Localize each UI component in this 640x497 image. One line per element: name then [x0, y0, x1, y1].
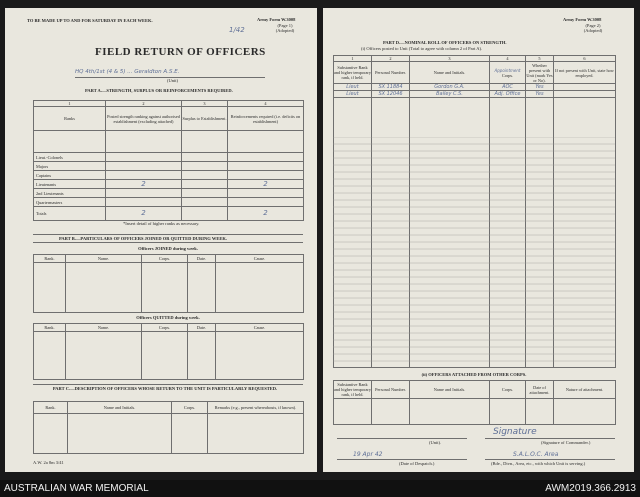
area-label: (Bde., Divn., Area, etc., with which Unit is serving.) [491, 461, 586, 466]
row-rank: Lieut [334, 91, 372, 98]
column-header: Cause. [216, 324, 304, 332]
col-num: 1 [334, 56, 372, 62]
column-header: Personal Number. [372, 381, 410, 399]
column-header: Ranks [34, 107, 106, 131]
column-header: Name and Initials. [410, 381, 490, 399]
part-c-table [33, 401, 304, 454]
column-header: Cause. [216, 255, 304, 263]
column-header: Rank. [34, 255, 66, 263]
ruled-lines [333, 137, 615, 407]
insert-note: *Insert detail of higher ranks as necessary. [123, 221, 200, 226]
col-num: 2 [372, 56, 410, 62]
quitted-table [33, 323, 304, 380]
row-present: Yes [526, 91, 554, 98]
column-header: Rank. [34, 324, 66, 332]
unit-label: (Unit). [429, 440, 442, 445]
part-c-title: PART C.—DESCRIPTION OF OFFICERS WHOSE RETURN TO THE UNIT IS PARTICULARLY REQUESTED. [52, 386, 278, 391]
column-header: Name. [66, 324, 142, 332]
unit-label: (Unit) [167, 78, 178, 83]
despatch-date: 19 Apr 42 [353, 451, 383, 458]
table-row [334, 84, 616, 91]
col-num: 4 [490, 56, 526, 62]
column-header: Corps. [490, 381, 526, 399]
part-d-subtitle: (i) Officers posted to Unit (Total to agree with column 2 of Part A). [361, 46, 483, 51]
rank-label: Lieut.-Colonels [34, 153, 106, 162]
corps-handwritten-note: Appointment [494, 67, 521, 73]
column-header: Corps. [501, 72, 514, 78]
col-num: 1 [34, 101, 106, 107]
column-header: Substantive Rank and higher temporary rank, if held. [334, 62, 372, 84]
right-page [323, 8, 634, 472]
col-num: 5 [526, 56, 554, 62]
lieutenants-reinforcements: 2 [228, 180, 304, 189]
col-num: 4 [228, 101, 304, 107]
row-present: Yes [526, 84, 554, 91]
row-corps: Adj. Office [490, 91, 526, 98]
col-num: 3 [182, 101, 228, 107]
rank-label: Majors [34, 162, 106, 171]
rank-label: Quartermasters [34, 198, 106, 207]
row-name: Gordon G.A. [410, 84, 490, 91]
form-page: (Page 1) (Adopted) [275, 23, 295, 33]
column-header: Reinforcements required (i.e. deficits on establishment) [228, 107, 304, 131]
col-num: 6 [554, 56, 616, 62]
attached-table [333, 380, 616, 425]
joined-table [33, 254, 304, 313]
form-number: Army Form W.3008 [563, 17, 602, 22]
lieutenants-posted: 2 [106, 180, 182, 189]
column-header: Surplus to Establishment. [182, 107, 228, 131]
totals-label: Totals [34, 207, 106, 221]
column-header: Remarks (e.g., present whereabouts, if known). [208, 402, 304, 414]
row-corps: AOC [490, 84, 526, 91]
column-header: Name and Initials. [410, 62, 490, 84]
column-header: Name. [66, 255, 142, 263]
form-page: (Page 2) (Adopted) [583, 23, 603, 33]
left-page [5, 8, 317, 472]
rank-label: Captains [34, 171, 106, 180]
quitted-title: Officers QUITTED during week. [136, 315, 200, 320]
signature-label: (Signature of Commander.) [541, 440, 591, 445]
column-header: Date of attachment. [526, 381, 554, 399]
top-note: TO BE MADE UP TO AND FOR SATURDAY IN EACH WEEK. [27, 18, 153, 23]
column-header: Nature of attachment. [554, 381, 616, 399]
row-name: Bailey C.S. [410, 91, 490, 98]
column-header: Personal Number. [372, 62, 410, 84]
column-header: Date. [188, 255, 216, 263]
unit-handwritten: HQ 4th/1st (4 & 5) ... Geraldton A.S.E. [75, 69, 180, 75]
column-header: Rank. [34, 402, 68, 414]
print-code: A.W. 2a 8m 3/41 [33, 460, 64, 465]
row-rank: Lieut [334, 84, 372, 91]
date-scrawl: 1/42 [229, 26, 245, 34]
col-num: 2 [106, 101, 182, 107]
totals-reinforcements: 2 [228, 207, 304, 221]
institution-name: AUSTRALIAN WAR MEMORIAL [4, 483, 149, 494]
part-d-title: PART D.—NOMINAL ROLL OF OFFICERS ON STRENGTH. [383, 40, 507, 45]
form-number: Army Form W.3008 [257, 17, 296, 22]
part-b-title: PART B.—PARTICULARS OF OFFICERS JOINED OR QUITTED DURING WEEK. [59, 236, 227, 241]
corps-header [490, 62, 526, 84]
rank-label: 2nd Lieutenants [34, 189, 106, 198]
column-header: Substantive Rank and higher temporary rank, if held. [334, 382, 371, 397]
accession-number: AWM2019.366.2913 [545, 483, 636, 494]
page-title: FIELD RETURN OF OFFICERS [95, 46, 266, 58]
column-header: Corps. [172, 402, 208, 414]
archive-footer [0, 480, 640, 497]
column-header: If not present with Unit, state how employed. [554, 62, 616, 84]
joined-title: Officers JOINED during week. [138, 246, 198, 251]
col-num: 3 [410, 56, 490, 62]
row-number: SX 11884 [372, 84, 410, 91]
column-header: Date. [188, 324, 216, 332]
table-row [334, 91, 616, 98]
column-header: Corps. [142, 324, 188, 332]
date-label: (Date of Despatch.) [399, 461, 435, 466]
attached-title: (ii) OFFICERS ATTACHED FROM OTHER CORPS. [421, 372, 527, 377]
part-a-title: PART A.—STRENGTH, SURPLUS OR REINFORCEMENTS REQUIRED. [85, 88, 233, 93]
column-header: Name and Initials. [68, 402, 172, 414]
column-header: Posted strength ranking against authorised establishment (excluding attached) [106, 107, 182, 131]
totals-posted: 2 [106, 207, 182, 221]
commander-signature: Signature [493, 427, 537, 437]
column-header: Whether present with Unit (mark Yes or No). [526, 62, 553, 83]
column-header: Corps. [142, 255, 188, 263]
area-handwritten: S.A.L.O.C. Area [513, 451, 559, 458]
row-number: SX 12046 [372, 91, 410, 98]
part-a-table [33, 100, 304, 221]
rank-label: Lieutenants [34, 180, 106, 189]
